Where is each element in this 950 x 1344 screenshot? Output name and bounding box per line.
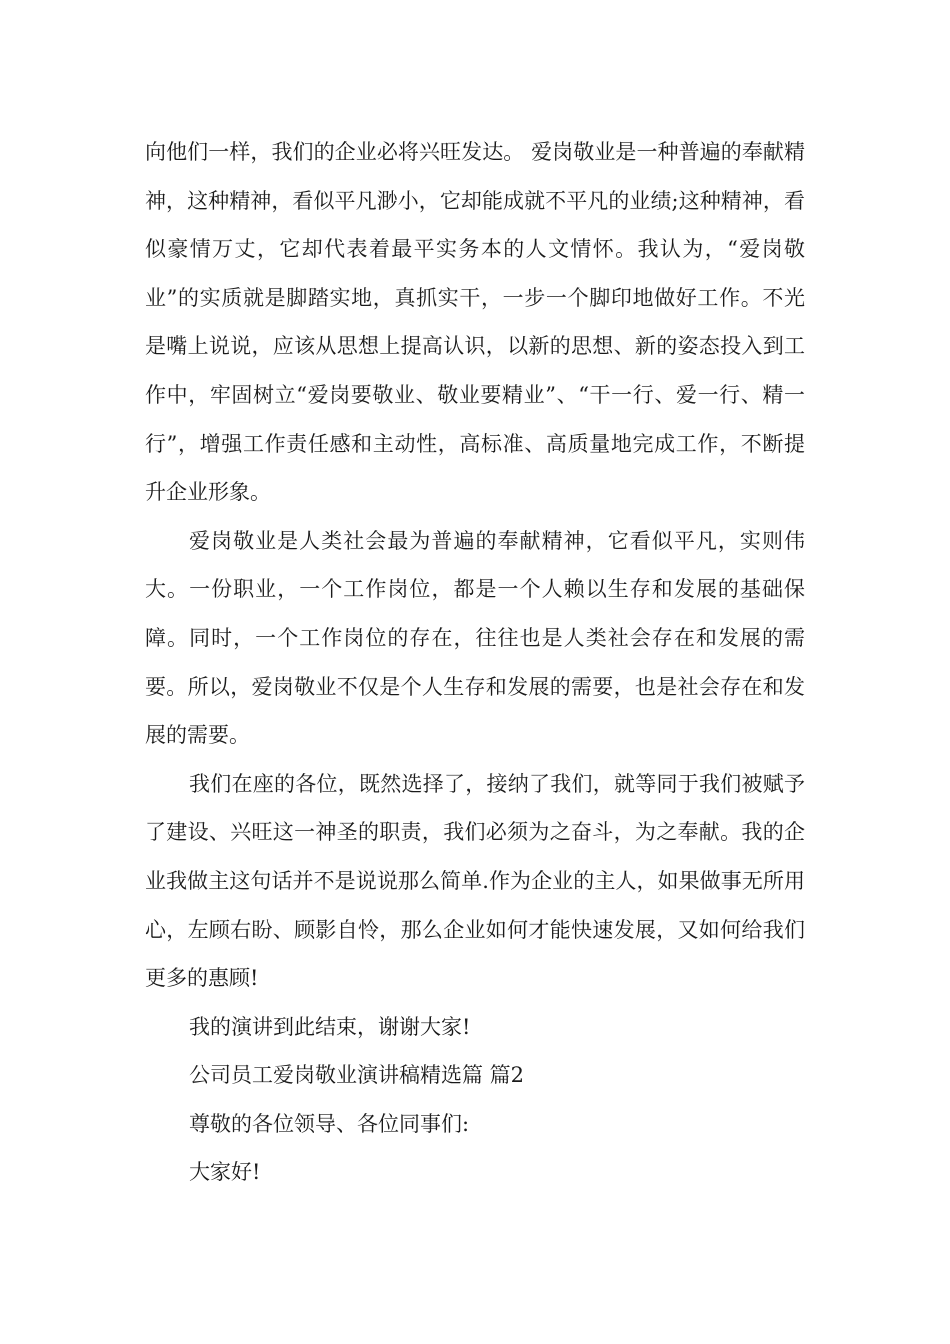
section-title: 公司员工爱岗敬业演讲稿精选篇 篇2 — [189, 1063, 525, 1088]
body-paragraph-2: 爱岗敬业是人类社会最为普遍的奉献精神，它看似平凡，实则伟大。一份职业，一个工作岗位，都是一个人赖以生存和发展的基础保障。同时，一个工作岗位的存在，往往也是人类社会存在和发展的需要。所以，爱岗敬业不仅是个人生存和发展的需要，也是社会存在和发展的需要。 — [145, 528, 805, 748]
closing-line: 我的演讲到此结束，谢谢大家! — [189, 1014, 471, 1039]
greeting-line: 大家好! — [189, 1160, 261, 1185]
body-paragraph-3: 我们在座的各位，既然选择了，接纳了我们，就等同于我们被赋予了建设、兴旺这一神圣的职责，我们必须为之奋斗，为之奉献。我的企业我做主这句话并不是说说那么简单.作为企业的主人，如果做事无所用心，左顾右盼、顾影自怜，那么企业如何才能快速发展，又如何给我们更多的惠顾! — [145, 771, 805, 991]
body-paragraph-1: 向他们一样，我们的企业必将兴旺发达。 爱岗敬业是一种普遍的奉献精神，这种精神，看似平凡渺小，它却能成就不平凡的业绩;这种精神，看似豪情万丈，它却代表着最平实务本的人文情怀。我认为，“爱岗敬业”的实质就是脚踏实地，真抓实干，一步一个脚印地做好工作。不光是嘴上说说，应该从思想上提高认识，以新的思想、新的姿态投入到工作中，牢固树立“爱岗要敬业、敬业要精业”、“干一行、爱一行、精一行”，增强工作责任感和主动性，高标准、高质量地完成工作，不断提升企业形象。 — [145, 140, 805, 505]
salutation-line: 尊敬的各位领导、各位同事们: — [189, 1111, 470, 1136]
document-body — [145, 128, 805, 1197]
